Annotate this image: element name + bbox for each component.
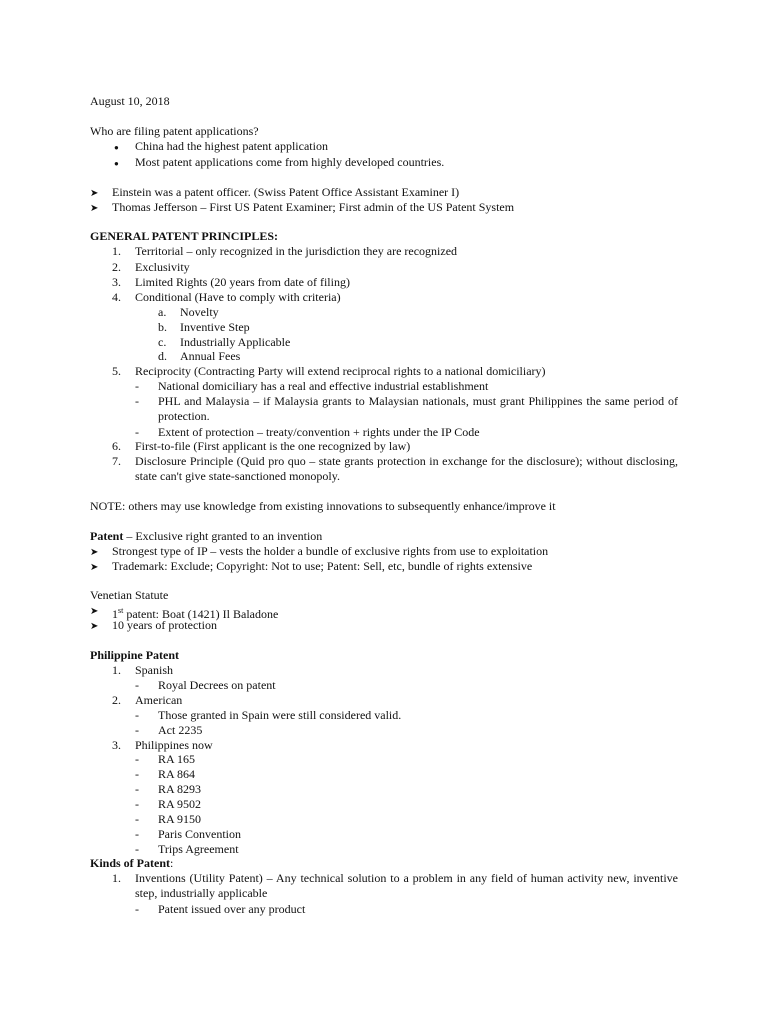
ordinal-rest: patent: Boat (1421) Il Baladone [123,607,279,621]
list-item [90,544,678,559]
principles-heading: GENERAL PATENT PRINCIPLES: [90,229,279,243]
document-date: August 10, 2018 [90,94,170,108]
fact-text: Thomas Jefferson – First US Patent Examiner; First admin of the US Patent System [112,200,515,214]
item-number: 1. [112,871,121,885]
dash-marker: - [135,678,139,692]
kinds-heading [90,856,678,871]
item-text: 10 years of protection [112,618,217,632]
list-item [90,454,678,484]
item-text: Trips Agreement [158,842,239,856]
list-item [90,439,678,454]
sub-list-item [90,812,678,827]
sub-list-item [90,827,678,842]
item-text: RA 8293 [158,782,202,796]
item-letter: a. [158,305,167,319]
item-text: Reciprocity (Contracting Party will extend reciprocal rights to a national domiciliary) [135,364,546,378]
item-text: Annual Fees [180,349,241,363]
dash-marker: - [135,394,139,408]
sub-list-item [90,752,678,767]
item-number: 7. [112,454,121,468]
note-text: NOTE: others may use knowledge from existing innovations to subsequently enhance/improve it [90,499,556,513]
sub-list-item [90,902,678,917]
sub-list-item [90,394,678,424]
dash-marker: - [135,723,139,737]
item-text: Strongest type of IP – vests the holder a bundle of exclusive rights from use to exploitation [112,544,549,558]
list-item [90,290,678,305]
list-item [90,603,678,621]
item-text: Philippines now [135,738,213,752]
item-text: Conditional (Have to comply with criteria) [135,290,341,304]
patent-term: Patent [90,529,124,543]
dash-marker: - [135,902,139,916]
bullet-text: Most patent applications come from highly developed countries. [135,155,445,169]
arrow-icon: ➤ [90,621,99,632]
item-number: 6. [112,439,121,453]
dash-marker: - [135,797,139,811]
fact-text: Einstein was a patent officer. (Swiss Patent Office Assistant Examiner I) [112,185,460,199]
item-text: RA 864 [158,767,196,781]
dash-marker: - [135,767,139,781]
item-letter: d. [158,349,167,363]
item-text: Paris Convention [158,827,241,841]
item-text: Disclosure Principle (Quid pro quo – state grants protection in exchange for the disclosure); without disclosing, state can't give state-sanctioned monopoly. [135,454,678,483]
sub-list-item [90,708,678,723]
item-number: 2. [112,260,121,274]
arrow-icon: ➤ [90,188,99,199]
sub-list-item [90,425,678,440]
item-number: 3. [112,275,121,289]
arrow-icon: ➤ [90,562,99,573]
sub-list-item [90,305,678,320]
list-item [90,738,678,753]
ordinal-number: 1 [112,607,118,621]
item-text: Spanish [135,663,174,677]
intro-question: Who are filing patent applications? [90,124,259,138]
list-item [90,185,678,200]
item-number: 4. [112,290,121,304]
venetian-heading: Venetian Statute [90,588,169,602]
item-text: Novelty [180,305,219,319]
item-number: 1. [112,244,121,258]
bullet-text: China had the highest patent application [135,139,328,153]
list-item [90,364,678,379]
item-text: Those granted in Spain were still considered valid. [158,708,402,722]
list-item [90,260,678,275]
arrow-icon: ➤ [90,606,99,617]
item-text: RA 9502 [158,797,202,811]
list-item [90,663,678,678]
item-letter: c. [158,335,167,349]
sub-list-item [90,723,678,738]
arrow-icon: ➤ [90,203,99,214]
patent-definition [90,529,678,544]
list-item [90,871,678,901]
item-text: RA 165 [158,752,196,766]
ordinal-suffix: st [118,606,124,615]
item-letter: b. [158,320,167,334]
item-text: American [135,693,183,707]
dash-marker: - [135,752,139,766]
item-text: Inventions (Utility Patent) – Any technical solution to a problem in any field of human activity new, inventive step, industrially applicable [135,871,678,900]
dash-marker: - [135,379,139,393]
item-text: Industrially Applicable [180,335,291,349]
item-text: PHL and Malaysia – if Malaysia grants to Malaysian nationals, must grant Philippines the same period of protection. [158,394,678,423]
list-item [90,155,678,170]
list-item [90,693,678,708]
bullet-icon: ● [114,143,119,152]
item-text: First-to-file (First applicant is the one recognized by law) [135,439,411,453]
dash-marker: - [135,827,139,841]
item-text: Trademark: Exclude; Copyright: Not to use; Patent: Sell, etc, bundle of rights extensive [112,559,533,573]
sub-list-item [90,335,678,350]
dash-marker: - [135,708,139,722]
kinds-heading-colon: : [170,856,174,870]
item-text: Inventive Step [180,320,250,334]
dash-marker: - [135,782,139,796]
item-text: Exclusivity [135,260,190,274]
arrow-icon: ➤ [90,547,99,558]
sub-list-item [90,797,678,812]
item-number: 5. [112,364,121,378]
sub-list-item [90,842,678,857]
philippine-heading: Philippine Patent [90,648,180,662]
list-item [90,139,678,154]
list-item [90,200,678,215]
item-text: Territorial – only recognized in the jurisdiction they are recognized [135,244,458,258]
sub-list-item [90,320,678,335]
item-text: National domiciliary has a real and effective industrial establishment [158,379,489,393]
sub-list-item [90,678,678,693]
list-item [90,275,678,290]
patent-definition-text: – Exclusive right granted to an invention [123,529,323,543]
dash-marker: - [135,842,139,856]
dash-marker: - [135,425,139,439]
item-text: Extent of protection – treaty/convention + rights under the IP Code [158,425,480,439]
list-item [90,244,678,259]
sub-list-item [90,379,678,394]
item-text: RA 9150 [158,812,202,826]
item-text: Limited Rights (20 years from date of filing) [135,275,350,289]
sub-list-item [90,782,678,797]
item-number: 2. [112,693,121,707]
item-text: Act 2235 [158,723,203,737]
dash-marker: - [135,812,139,826]
item-text: Royal Decrees on patent [158,678,276,692]
item-number: 1. [112,663,121,677]
list-item [90,618,678,633]
bullet-icon: ● [114,159,119,168]
item-text: Patent issued over any product [158,902,306,916]
kinds-heading-text: Kinds of Patent [90,856,171,870]
sub-list-item [90,767,678,782]
list-item [90,559,678,574]
item-number: 3. [112,738,121,752]
sub-list-item [90,349,678,364]
